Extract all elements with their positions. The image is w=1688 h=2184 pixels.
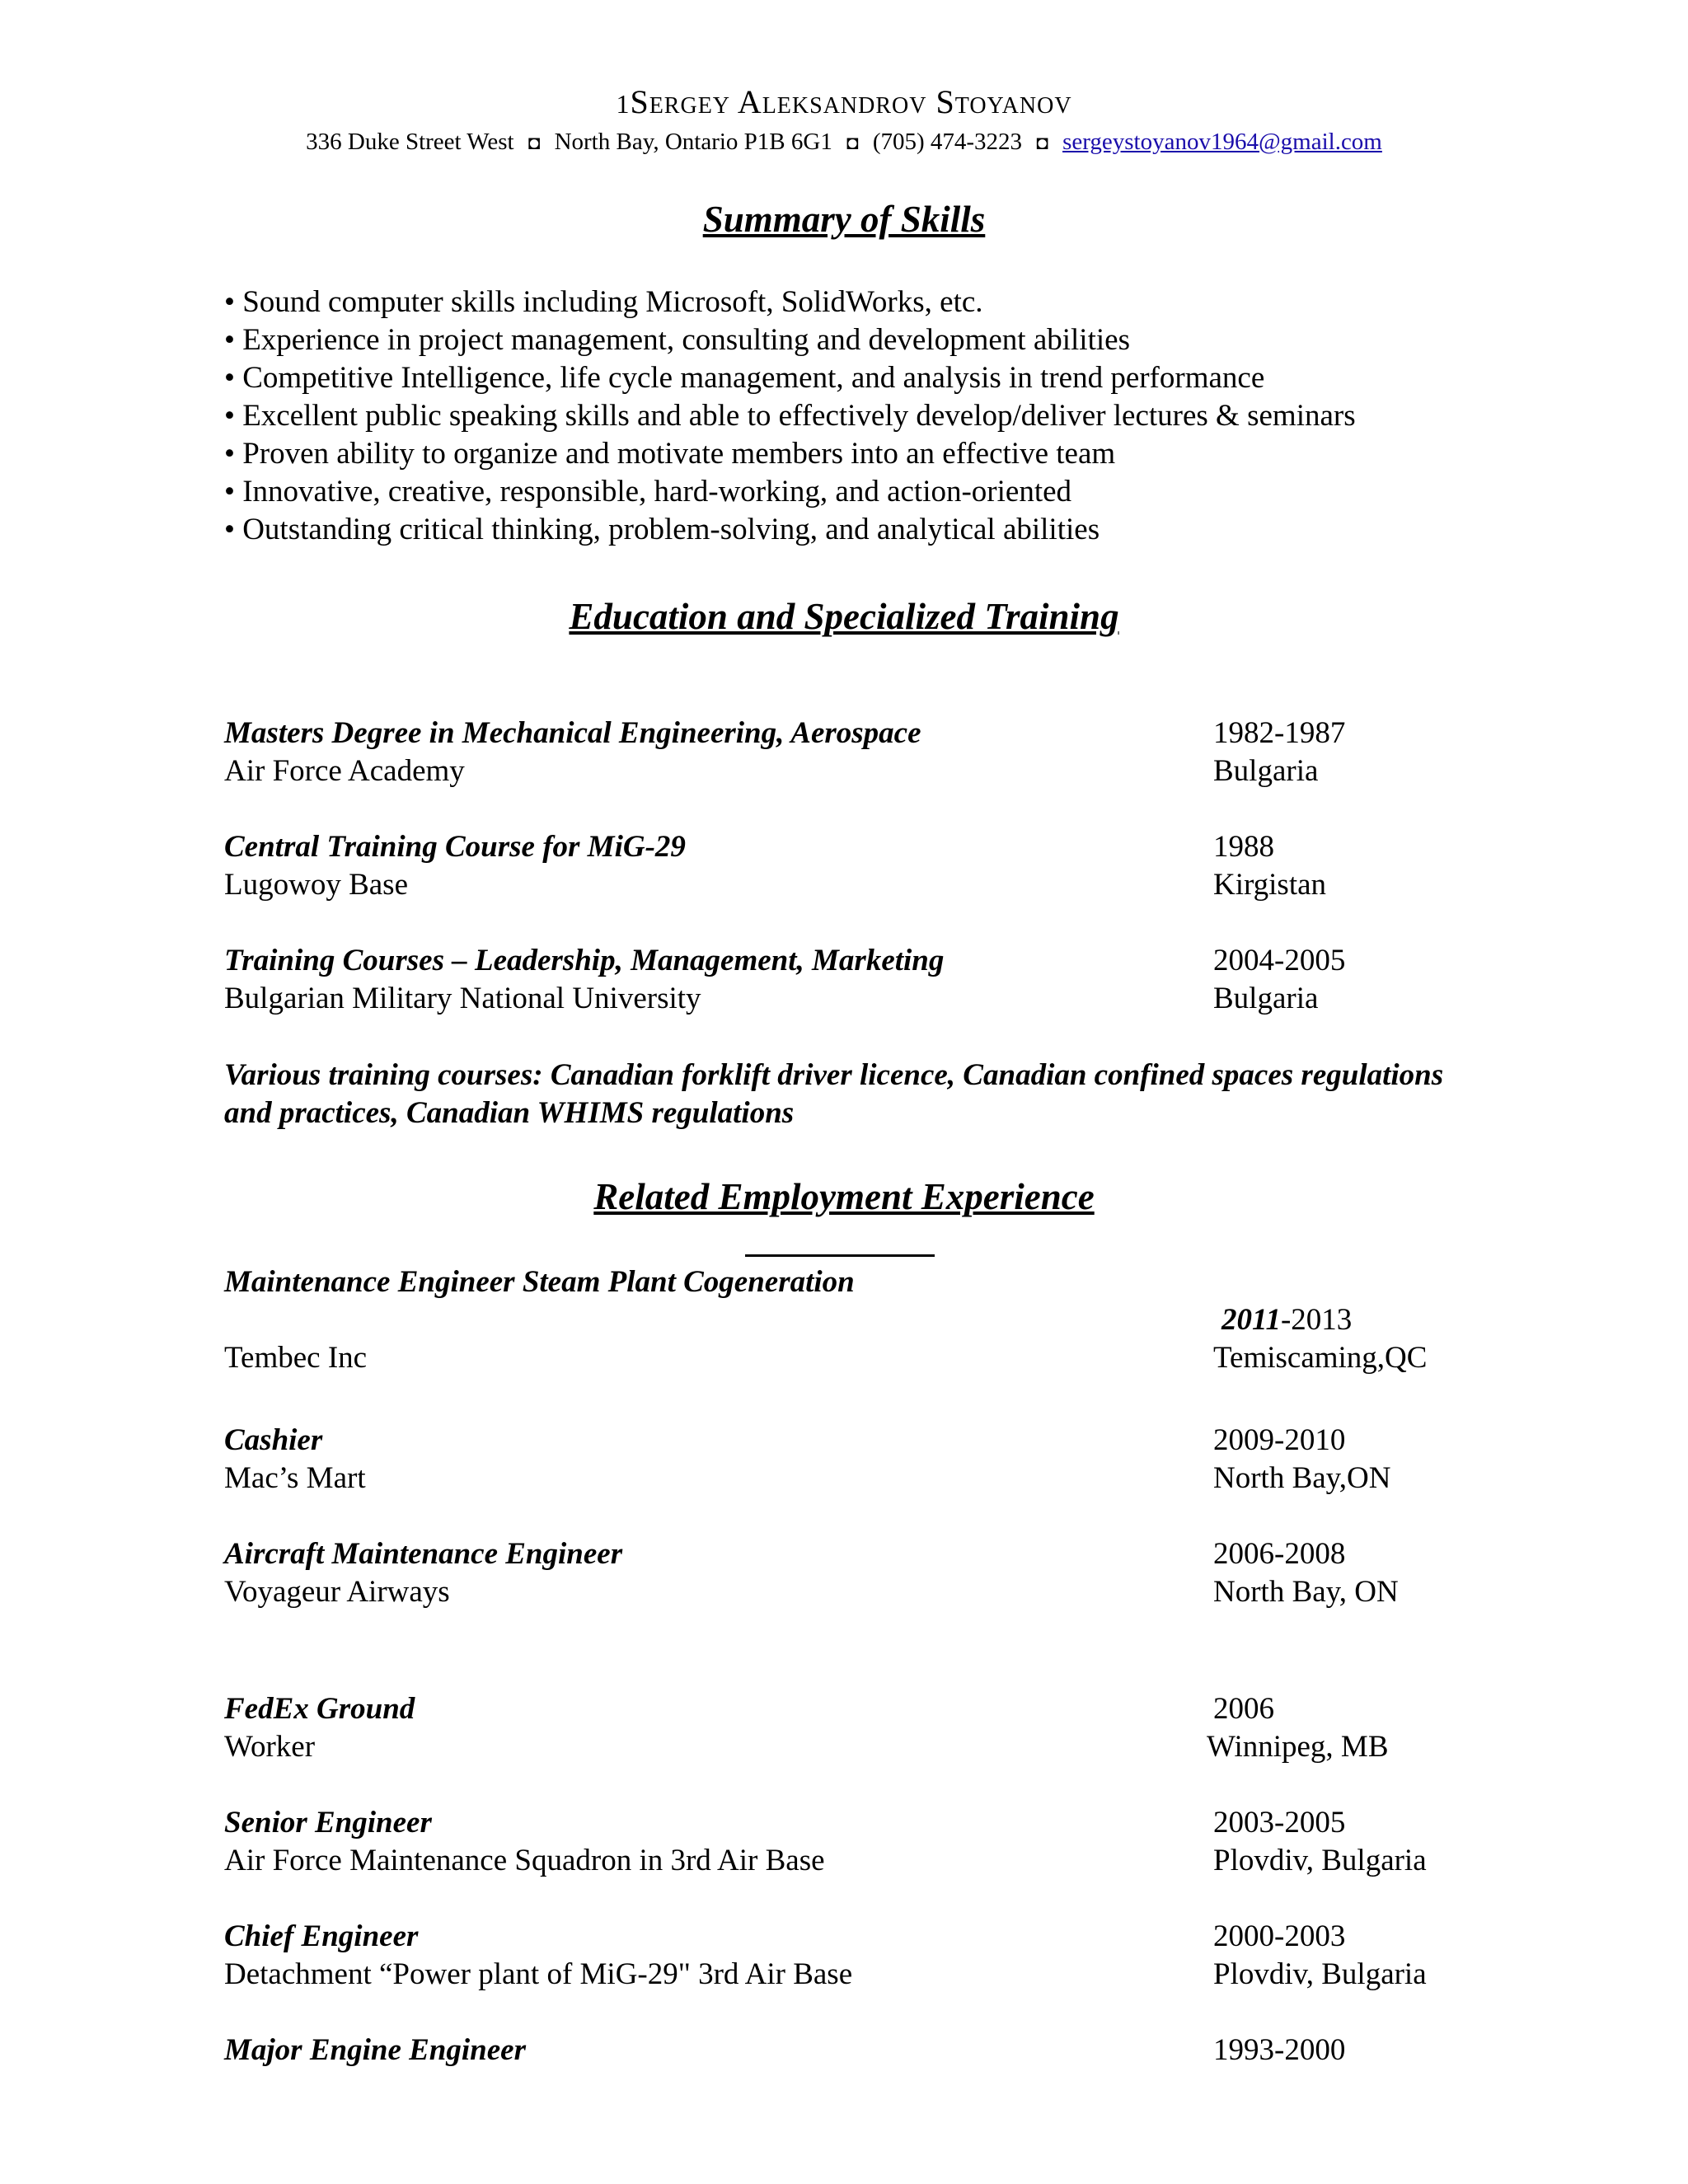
list-item: • Excellent public speaking skills and able to effectively develop/deliver lectures & seminars — [224, 399, 1356, 433]
name-prefix: 1 — [616, 89, 631, 119]
skills-list — [224, 284, 1356, 549]
job-org: Detachment “Power plant of MiG-29" 3rd Air Base — [224, 1957, 853, 1991]
list-item: • Outstanding critical thinking, problem-solving, and analytical abilities — [224, 513, 1100, 546]
education-dates: 1988 — [1213, 830, 1274, 864]
job-dates-start: 2011 — [1221, 1303, 1281, 1337]
employment-heading: Related Employment Experience — [593, 1176, 1095, 1217]
job-title: Maintenance Engineer Steam Plant Cogeneration — [224, 1265, 855, 1299]
address: 336 Duke Street West — [306, 129, 514, 155]
separator-icon: ◘ — [528, 133, 541, 154]
job-place: Plovdiv, Bulgaria — [1213, 1844, 1427, 1877]
job-org: Voyageur Airways — [224, 1575, 450, 1609]
education-dates: 1982-1987 — [1213, 716, 1346, 750]
education-title: Masters Degree in Mechanical Engineering, Aerospace — [224, 716, 921, 750]
job-title: Cashier — [224, 1423, 323, 1457]
education-org: Lugowoy Base — [224, 868, 408, 902]
city: North Bay, Ontario P1B 6G1 — [554, 129, 832, 155]
job-place: Temiscaming,QC — [1213, 1341, 1428, 1375]
job-title: Senior Engineer — [224, 1806, 432, 1840]
list-item: • Proven ability to organize and motivate members into an effective team — [224, 437, 1116, 471]
education-place: Bulgaria — [1213, 982, 1319, 1015]
job-dates: 2006 — [1213, 1692, 1274, 1726]
job-dates: 2000-2003 — [1213, 1919, 1346, 1953]
job-dates: 2003-2005 — [1213, 1806, 1346, 1840]
job-dates: 2006-2008 — [1213, 1537, 1346, 1571]
job-title: FedEx Ground — [224, 1692, 415, 1726]
separator-icon: ◘ — [846, 133, 859, 154]
job-place: North Bay,ON — [1213, 1461, 1391, 1495]
candidate-name — [0, 82, 1688, 121]
job-dates-end: -2013 — [1280, 1303, 1353, 1337]
job-org: Tembec Inc — [224, 1341, 368, 1375]
education-place: Bulgaria — [1213, 754, 1319, 788]
education-org: Air Force Academy — [224, 754, 465, 788]
job-dates: 1993-2000 — [1213, 2033, 1346, 2067]
job-place: North Bay, ON — [1213, 1575, 1399, 1609]
job-org: Worker — [224, 1730, 316, 1764]
education-place: Kirgistan — [1213, 868, 1327, 902]
list-item: • Sound computer skills including Microsoft, SolidWorks, etc. — [224, 285, 983, 319]
separator-icon: ◘ — [1036, 133, 1048, 154]
divider — [745, 1254, 935, 1257]
skills-heading: Summary of Skills — [702, 199, 986, 240]
various-training: Various training courses: Canadian forklift driver licence, Canadian confined spaces regulations and practices, Canadian WHIMS regulations — [224, 1058, 1444, 1130]
contact-line — [0, 129, 1688, 156]
job-org: Mac’s Mart — [224, 1461, 366, 1495]
education-title: Central Training Course for MiG-29 — [224, 830, 686, 864]
job-place: Winnipeg, MB — [1207, 1730, 1389, 1764]
job-title: Aircraft Maintenance Engineer — [224, 1537, 623, 1571]
job-title: Chief Engineer — [224, 1919, 419, 1953]
phone: (705) 474-3223 — [872, 129, 1023, 155]
list-item: • Experience in project management, consulting and development abilities — [224, 323, 1130, 357]
email-link[interactable]: sergeystoyanov1964@gmail.com — [1062, 129, 1382, 155]
job-dates — [1221, 1302, 1352, 1338]
job-dates: 2009-2010 — [1213, 1423, 1346, 1457]
education-heading: Education and Specialized Training — [569, 596, 1119, 637]
job-org: Air Force Maintenance Squadron in 3rd Air Base — [224, 1844, 825, 1877]
job-place: Plovdiv, Bulgaria — [1213, 1957, 1427, 1991]
list-item: • Innovative, creative, responsible, hard-working, and action-oriented — [224, 475, 1072, 509]
job-title: Major Engine Engineer — [224, 2033, 526, 2067]
education-org: Bulgarian Military National University — [224, 982, 701, 1015]
list-item: • Competitive Intelligence, life cycle management, and analysis in trend performance — [224, 361, 1265, 395]
name-text: Sergey Aleksandrov Stoyanov — [630, 83, 1072, 120]
education-title: Training Courses – Leadership, Management, Marketing — [224, 944, 945, 977]
education-dates: 2004-2005 — [1213, 944, 1346, 977]
